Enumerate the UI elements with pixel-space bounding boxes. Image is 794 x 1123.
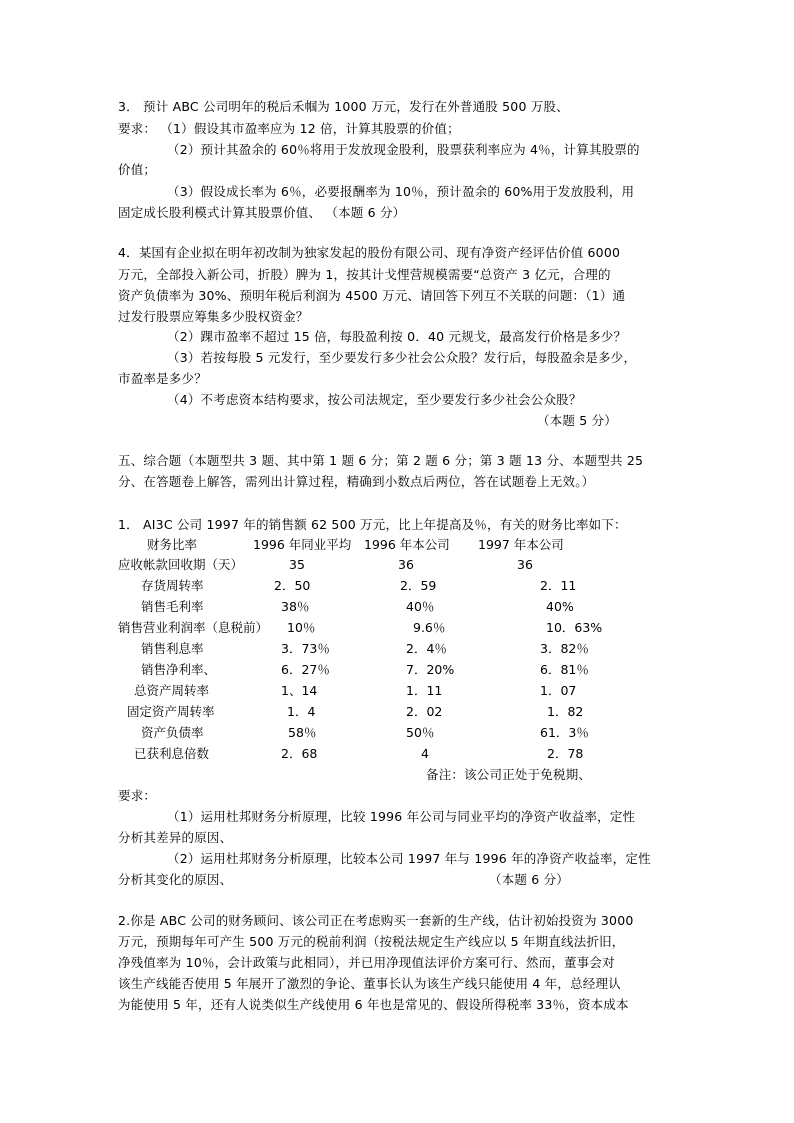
row-value: 36 (398, 557, 414, 572)
row-value: 7．20% (406, 662, 455, 677)
row-label: 销售利息率 (141, 641, 204, 656)
row-label: 销售毛利率 (141, 599, 204, 614)
row-value: 10．63% (546, 620, 603, 635)
row-value: 6．27％ (281, 662, 330, 677)
row-value: 3．73％ (281, 641, 330, 656)
q4-score: （本题 5 分） (537, 413, 617, 428)
row-value: 2．78 (547, 746, 584, 761)
row-value: 2．4％ (406, 641, 447, 656)
row-value: 2．68 (281, 746, 318, 761)
p1-requirements-label: 要求： (118, 788, 157, 803)
p1-req-line-2: 分析其差异的原因、 (118, 830, 233, 845)
row-value: 4 (421, 746, 429, 761)
row-label: 应收帐款回收期（天） (118, 557, 244, 572)
p1-req-line-4: 分析其变化的原因、 (118, 872, 233, 887)
q4-line-6: （3）若按每股 5 元发行，至少要发行多少社会公众股？发行后，每股盈余是多少， (167, 350, 637, 365)
table-row (0, 641, 794, 661)
row-label: 销售营业利润率（息税前） (118, 620, 269, 635)
table-row (0, 578, 794, 598)
row-value: 10％ (287, 620, 316, 635)
row-label: 资产负债率 (141, 725, 204, 740)
table-header (0, 537, 794, 557)
table-row (0, 662, 794, 682)
row-value: 58％ (288, 725, 317, 740)
q4-line-3: 资产负债率为 30%、预明年税后利润为 4500 万元、请回答下列互不关联的问题：（1）通 (118, 288, 626, 303)
row-value: 1．4 (287, 704, 316, 719)
row-label: 固定资产周转率 (127, 704, 215, 719)
row-value: 36 (517, 557, 533, 572)
p1-score: （本题 6 分） (489, 872, 569, 887)
table-row (0, 557, 794, 577)
q4-line-2: 万元，全部投入新公司，折股）脾为 1，按其计戈悝营规模需要“总资产 3 亿元，合理的 (118, 267, 611, 282)
section5-line-1: 五、综合题（本题型共 3 题、其中第 1 题 6 分；第 2 题 6 分；第 3 题 13 分、本题型共 25 (118, 453, 644, 468)
header-1997-company: 1997 年本公司 (478, 537, 564, 552)
table-row (0, 746, 794, 766)
p2-line-2: 万元，预期每年可产生 500 万元的税前利润（按税法规定生产线应以 5 年期直线法折旧， (118, 934, 625, 949)
p1-note: 备注：该公司正处于免税期、 (426, 767, 592, 782)
p2-line-3: 净残值率为 10％，会计政策与此相同），并已用净现值法评价方案可行、然而，董事会对 (118, 955, 615, 970)
table-row (0, 683, 794, 703)
row-label: 已获利息倍数 (134, 746, 210, 761)
row-value: 1．07 (540, 683, 577, 698)
p1-intro: 1． AI3C 公司 1997 年的销售额 62 500 万元，比上年提高及％，有关的财务比率如下： (118, 517, 627, 532)
row-value: 2．02 (406, 704, 443, 719)
row-value: 38％ (281, 599, 310, 614)
q4-line-5: （2）踝市盈率不超过 15 倍，每股盈利按 0．40 元规戈，最高发行价格是多少？ (167, 329, 627, 344)
q3-line-3: （2）预计其盈余的 60％将用于发放现金股利，股票获利率应为 4％，计算其股票的 (167, 142, 640, 157)
table-row (0, 704, 794, 724)
header-ratio: 财务比率 (147, 537, 198, 552)
row-value: 6．81％ (540, 662, 589, 677)
row-value: 2．11 (540, 578, 577, 593)
row-value: 35 (289, 557, 305, 572)
row-label: 存货周转率 (141, 578, 204, 593)
p2-line-5: 为能使用 5 年，还有人说类似生产线使用 6 年也是常见的、假设所得税率 33％，资本成本 (118, 997, 629, 1012)
header-1996-company: 1996 年本公司 (364, 537, 450, 552)
row-value: 40% (546, 599, 574, 614)
p1-req-line-3: （2）运用杜邦财务分析原理，比较本公司 1997 年与 1996 年的净资产收益率，定性 (167, 851, 651, 866)
section5-line-2: 分、在答题卷上解答，需列出计算过程，精确到小数点后两位，答在试题卷上无效。） (118, 474, 595, 489)
row-value: 2．50 (274, 578, 311, 593)
q3-line-1: 3． 预计 ABC 公司明年的税后禾帼为 1000 万元，发行在外普通股 500 万股、 (118, 99, 569, 114)
p1-req-line-1: （1）运用杜邦财务分析原理，比较 1996 年公司与同业平均的净资产收益率，定性 (167, 809, 636, 824)
q4-line-1: 4．某国有企业拟在明年初改制为独家发起的股份有限公司、现有净资产经评估价值 6000 (118, 245, 621, 260)
q3-line-6: 固定成长股利模式计算其股票价值、 （本题 6 分） (118, 205, 406, 220)
p2-line-1: 2.你是 ABC 公司的财务顾问、该公司正在考虑购买一套新的生产线，估计初始投资为 3000 (118, 913, 634, 928)
table-row (0, 725, 794, 745)
table-row (0, 599, 794, 619)
q4-line-7: 市盈率是多少？ (118, 371, 207, 386)
row-value: 2．59 (400, 578, 437, 593)
row-value: 50％ (406, 725, 435, 740)
q3-line-2: 要求： （1）假设其市盈率应为 12 倍，计算其股票的价值； (118, 121, 460, 136)
row-value: 1．11 (406, 683, 443, 698)
row-value: 1．82 (547, 704, 584, 719)
header-1996-industry: 1996 年同业平均 (253, 537, 352, 552)
p2-line-4: 该生产线能否使用 5 年展开了激烈的争论、董事长认为该生产线只能使用 4 年，总经理认 (118, 976, 621, 991)
q4-line-4: 过发行股票应筹集多少股权资金？ (118, 309, 309, 324)
row-value: 1、14 (281, 683, 318, 698)
row-value: 9.6％ (413, 620, 446, 635)
table-row (0, 620, 794, 640)
row-value: 61．3％ (540, 725, 589, 740)
q4-line-8: （4）不考虑资本结构要求，按公司法规定，至少要发行多少社会公众股？ (167, 392, 582, 407)
q3-line-5: （3）假设成长率为 6％，必要报酬率为 10％，预计盈余的 60%用于发放股利，用 (167, 184, 635, 199)
row-label: 销售净利率、 (141, 662, 217, 677)
row-label: 总资产周转率 (134, 683, 210, 698)
row-value: 3．82％ (540, 641, 589, 656)
row-value: 40％ (406, 599, 435, 614)
q3-line-4: 价值； (118, 162, 157, 177)
